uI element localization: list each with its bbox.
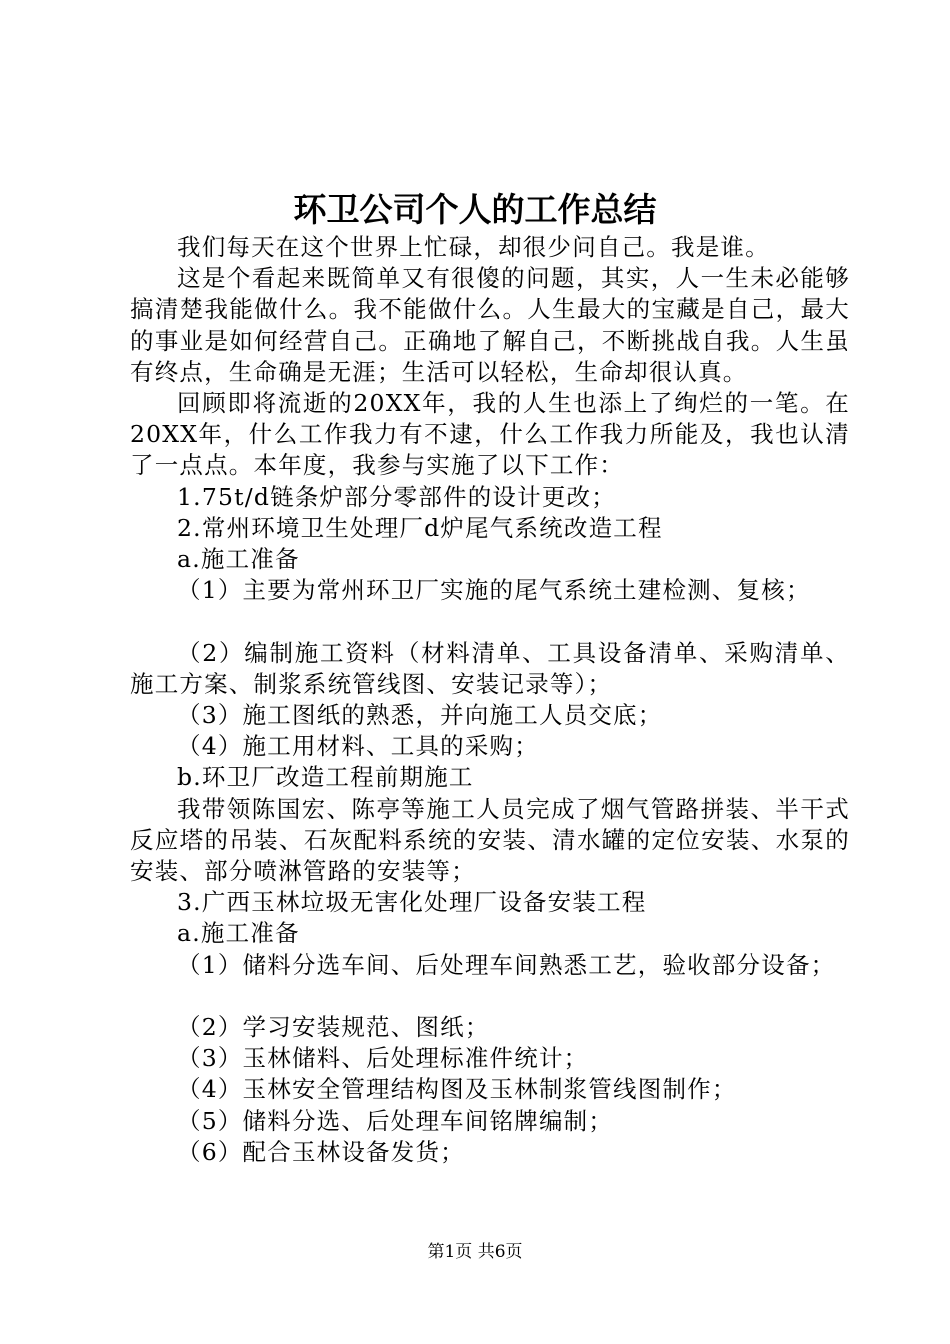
list-item: （2）编制施工资料（材料清单、工具设备清单、采购清单、施工方案、制浆系统管线图、安装记录等）；: [130, 638, 850, 698]
list-item: （3）玉林储料、后处理标准件统计；: [177, 1044, 589, 1073]
list-item: （3）施工图纸的熟悉，并向施工人员交底；: [177, 701, 663, 730]
paragraph: 我们每天在这个世界上忙碌，却很少问自己。我是谁。: [177, 233, 770, 261]
subsection-heading: a.施工准备: [177, 545, 300, 574]
list-item: 1.75t/d链条炉部分零部件的设计更改；: [177, 482, 616, 511]
list-item: （4）施工用材料、工具的采购；: [177, 732, 539, 761]
list-item: （2）学习安装规范、图纸；: [177, 1013, 490, 1042]
paragraph: 这是个看起来既简单又有很傻的问题，其实，人一生未必能够搞清楚我能做什么。我不能做什么。人生最大的宝藏是自己，最大的事业是如何经营自己。正确地了解自己，不断挑战自我。人生虽有终点，生命确是无涯；生活可以轻松，生命却很认真。: [130, 264, 850, 386]
paragraph: 我带领陈国宏、陈亭等施工人员完成了烟气管路拼装、半干式反应塔的吊装、石灰配料系统的安装、清水罐的定位安装、水泵的安装、部分喷淋管路的安装等；: [130, 794, 850, 886]
list-item: （6）配合玉林设备发货；: [177, 1137, 465, 1166]
page-number: 第1页 共6页: [427, 1242, 523, 1262]
list-item: （4）玉林安全管理结构图及玉林制浆管线图制作；: [177, 1075, 737, 1104]
paragraph: 回顾即将流逝的20XX年，我的人生也添上了绚烂的一笔。在20XX年，什么工作我力有不逮，什么工作我力所能及，我也认清了一点点。本年度，我参与实施了以下工作：: [130, 389, 850, 480]
document-body: [130, 232, 850, 1168]
subsection-heading: b.环卫厂改造工程前期施工: [177, 763, 474, 792]
section-heading: 2.常州环境卫生处理厂d炉尾气系统改造工程: [177, 513, 663, 542]
list-item: （1）主要为常州环卫厂实施的尾气系统土建检测、复核；: [177, 576, 811, 605]
list-item: （5）储料分选、后处理车间铭牌编制；: [177, 1106, 614, 1135]
list-item: （1）储料分选车间、后处理车间熟悉工艺，验收部分设备；: [177, 950, 836, 979]
section-heading: 3.广西玉林垃圾无害化处理厂设备安装工程: [177, 888, 647, 917]
subsection-heading: a.施工准备: [177, 919, 300, 948]
document-title: 环卫公司个人的工作总结: [293, 190, 657, 229]
